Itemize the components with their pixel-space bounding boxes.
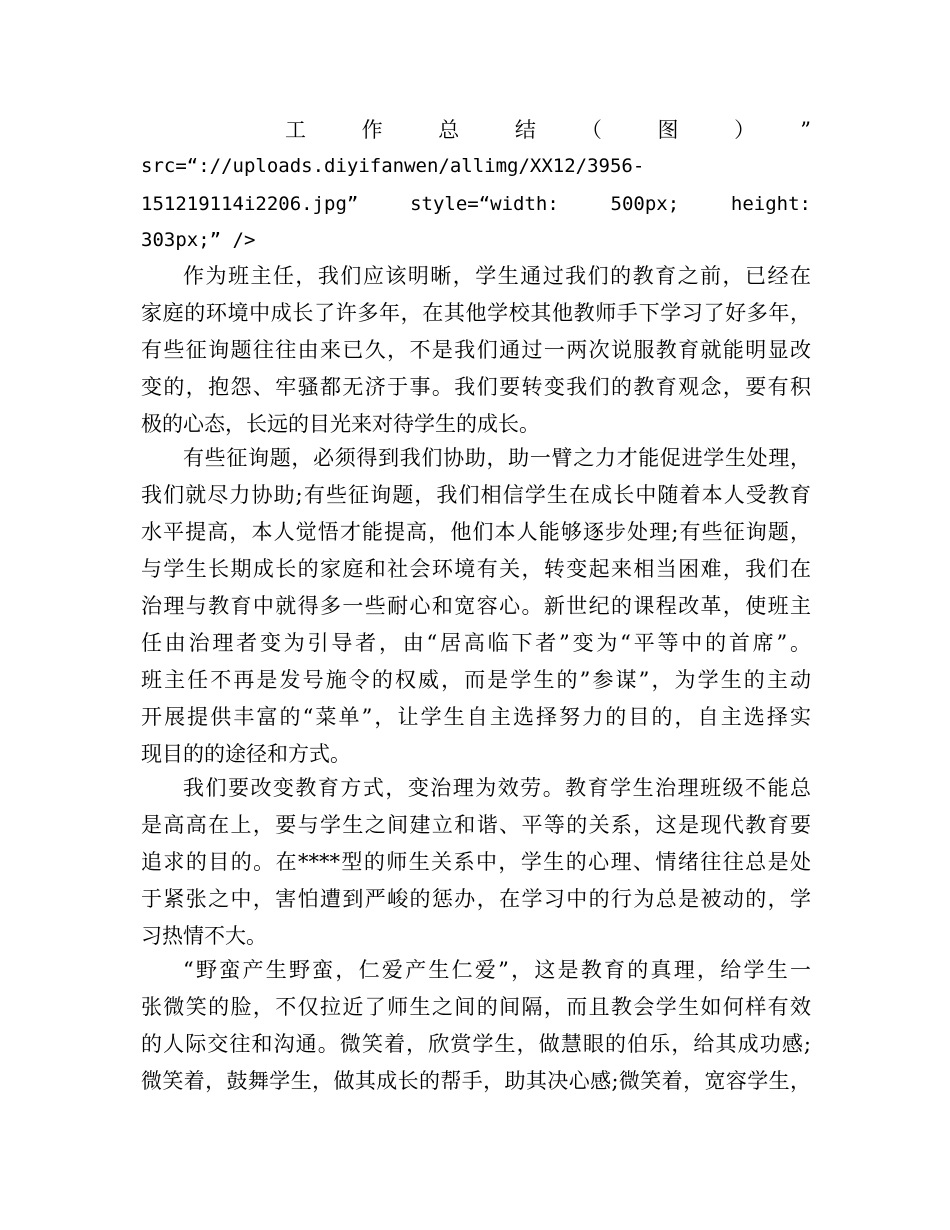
paragraph-2-line: 班主任不再是发号施令的权威，而是学生的”参谋”，为学生的主动: [141, 668, 811, 692]
paragraph-4-line: 的人际交往和沟通。微笑着，欣赏学生，做慧眼的伯乐，给其成功感;: [141, 1032, 811, 1056]
paragraph-2-line: 任由治理者变为引导者，由“居高临下者”变为“平等中的首席”。: [141, 631, 811, 655]
paragraph-2-line: 我们就尽力协助;有些征询题，我们相信学生在成长中随着本人受教育: [141, 483, 811, 507]
paragraph-1-line: 极的心态，长远的目光来对待学生的成长。: [141, 412, 540, 436]
paragraph-3-line: 是高高在上，要与学生之间建立和谐、平等的关系，这是现代教育要: [141, 813, 811, 837]
paragraph-1-line: 作为班主任，我们应该明晰，学生通过我们的教育之前，已经在: [183, 264, 811, 288]
paragraph-4-line: 张微笑的脸，不仅拉近了师生之间的间隔，而且教会学生如何样有效: [141, 995, 811, 1019]
paragraph-2-line: 开展提供丰富的“菜单”，让学生自主选择努力的目的，自主选择实: [141, 705, 811, 729]
paragraph-2-line: 治理与教育中就得多一些耐心和宽容心。新世纪的课程改革，使班主: [141, 594, 811, 618]
text-line: 151219114i2206.jpg” style=“width: 500px; height:: [141, 193, 811, 215]
paragraph-3-line: 追求的目的。在****型的师生关系中，学生的心理、情绪往往总是处: [141, 850, 811, 874]
paragraph-1-line: 变的，抱怨、牢骚都无济于事。我们要转变我们的教育观念，要有积: [141, 375, 811, 399]
title-line: 工 作 总 结 （ 图 ） ”: [285, 118, 811, 142]
paragraph-4-line: “野蛮产生野蛮，仁爱产生仁爱”，这是教育的真理，给学生一: [183, 958, 811, 982]
text-line: src=“://uploads.diyifanwen/allimg/XX12/3956-: [141, 155, 645, 177]
paragraph-2-line: 水平提高，本人觉悟才能提高，他们本人能够逐步处理;有些征询题，: [141, 520, 811, 544]
paragraph-4-line: 微笑着，鼓舞学生，做其成长的帮手，助其决心感;微笑着，宽容学生，: [141, 1069, 811, 1093]
paragraph-2-line: 有些征询题，必须得到我们协助，助一臂之力才能促进学生处理，: [183, 446, 811, 470]
paragraph-3-line: 习热情不大。: [141, 924, 267, 948]
paragraph-2-line: 现目的的途径和方式。: [141, 742, 351, 766]
paragraph-1-line: 有些征询题往往由来已久，不是我们通过一两次说服教育就能明显改: [141, 338, 811, 362]
paragraph-3-line: 我们要改变教育方式，变治理为效劳。教育学生治理班级不能总: [183, 776, 811, 800]
text-line: 303px;” />: [141, 229, 256, 251]
paragraph-1-line: 家庭的环境中成长了许多年，在其他学校其他教师手下学习了好多年，: [141, 301, 811, 325]
paragraph-3-line: 于紧张之中，害怕遭到严峻的惩办，在学习中的行为总是被动的，学: [141, 887, 811, 911]
paragraph-2-line: 与学生长期成长的家庭和社会环境有关，转变起来相当困难，我们在: [141, 557, 811, 581]
